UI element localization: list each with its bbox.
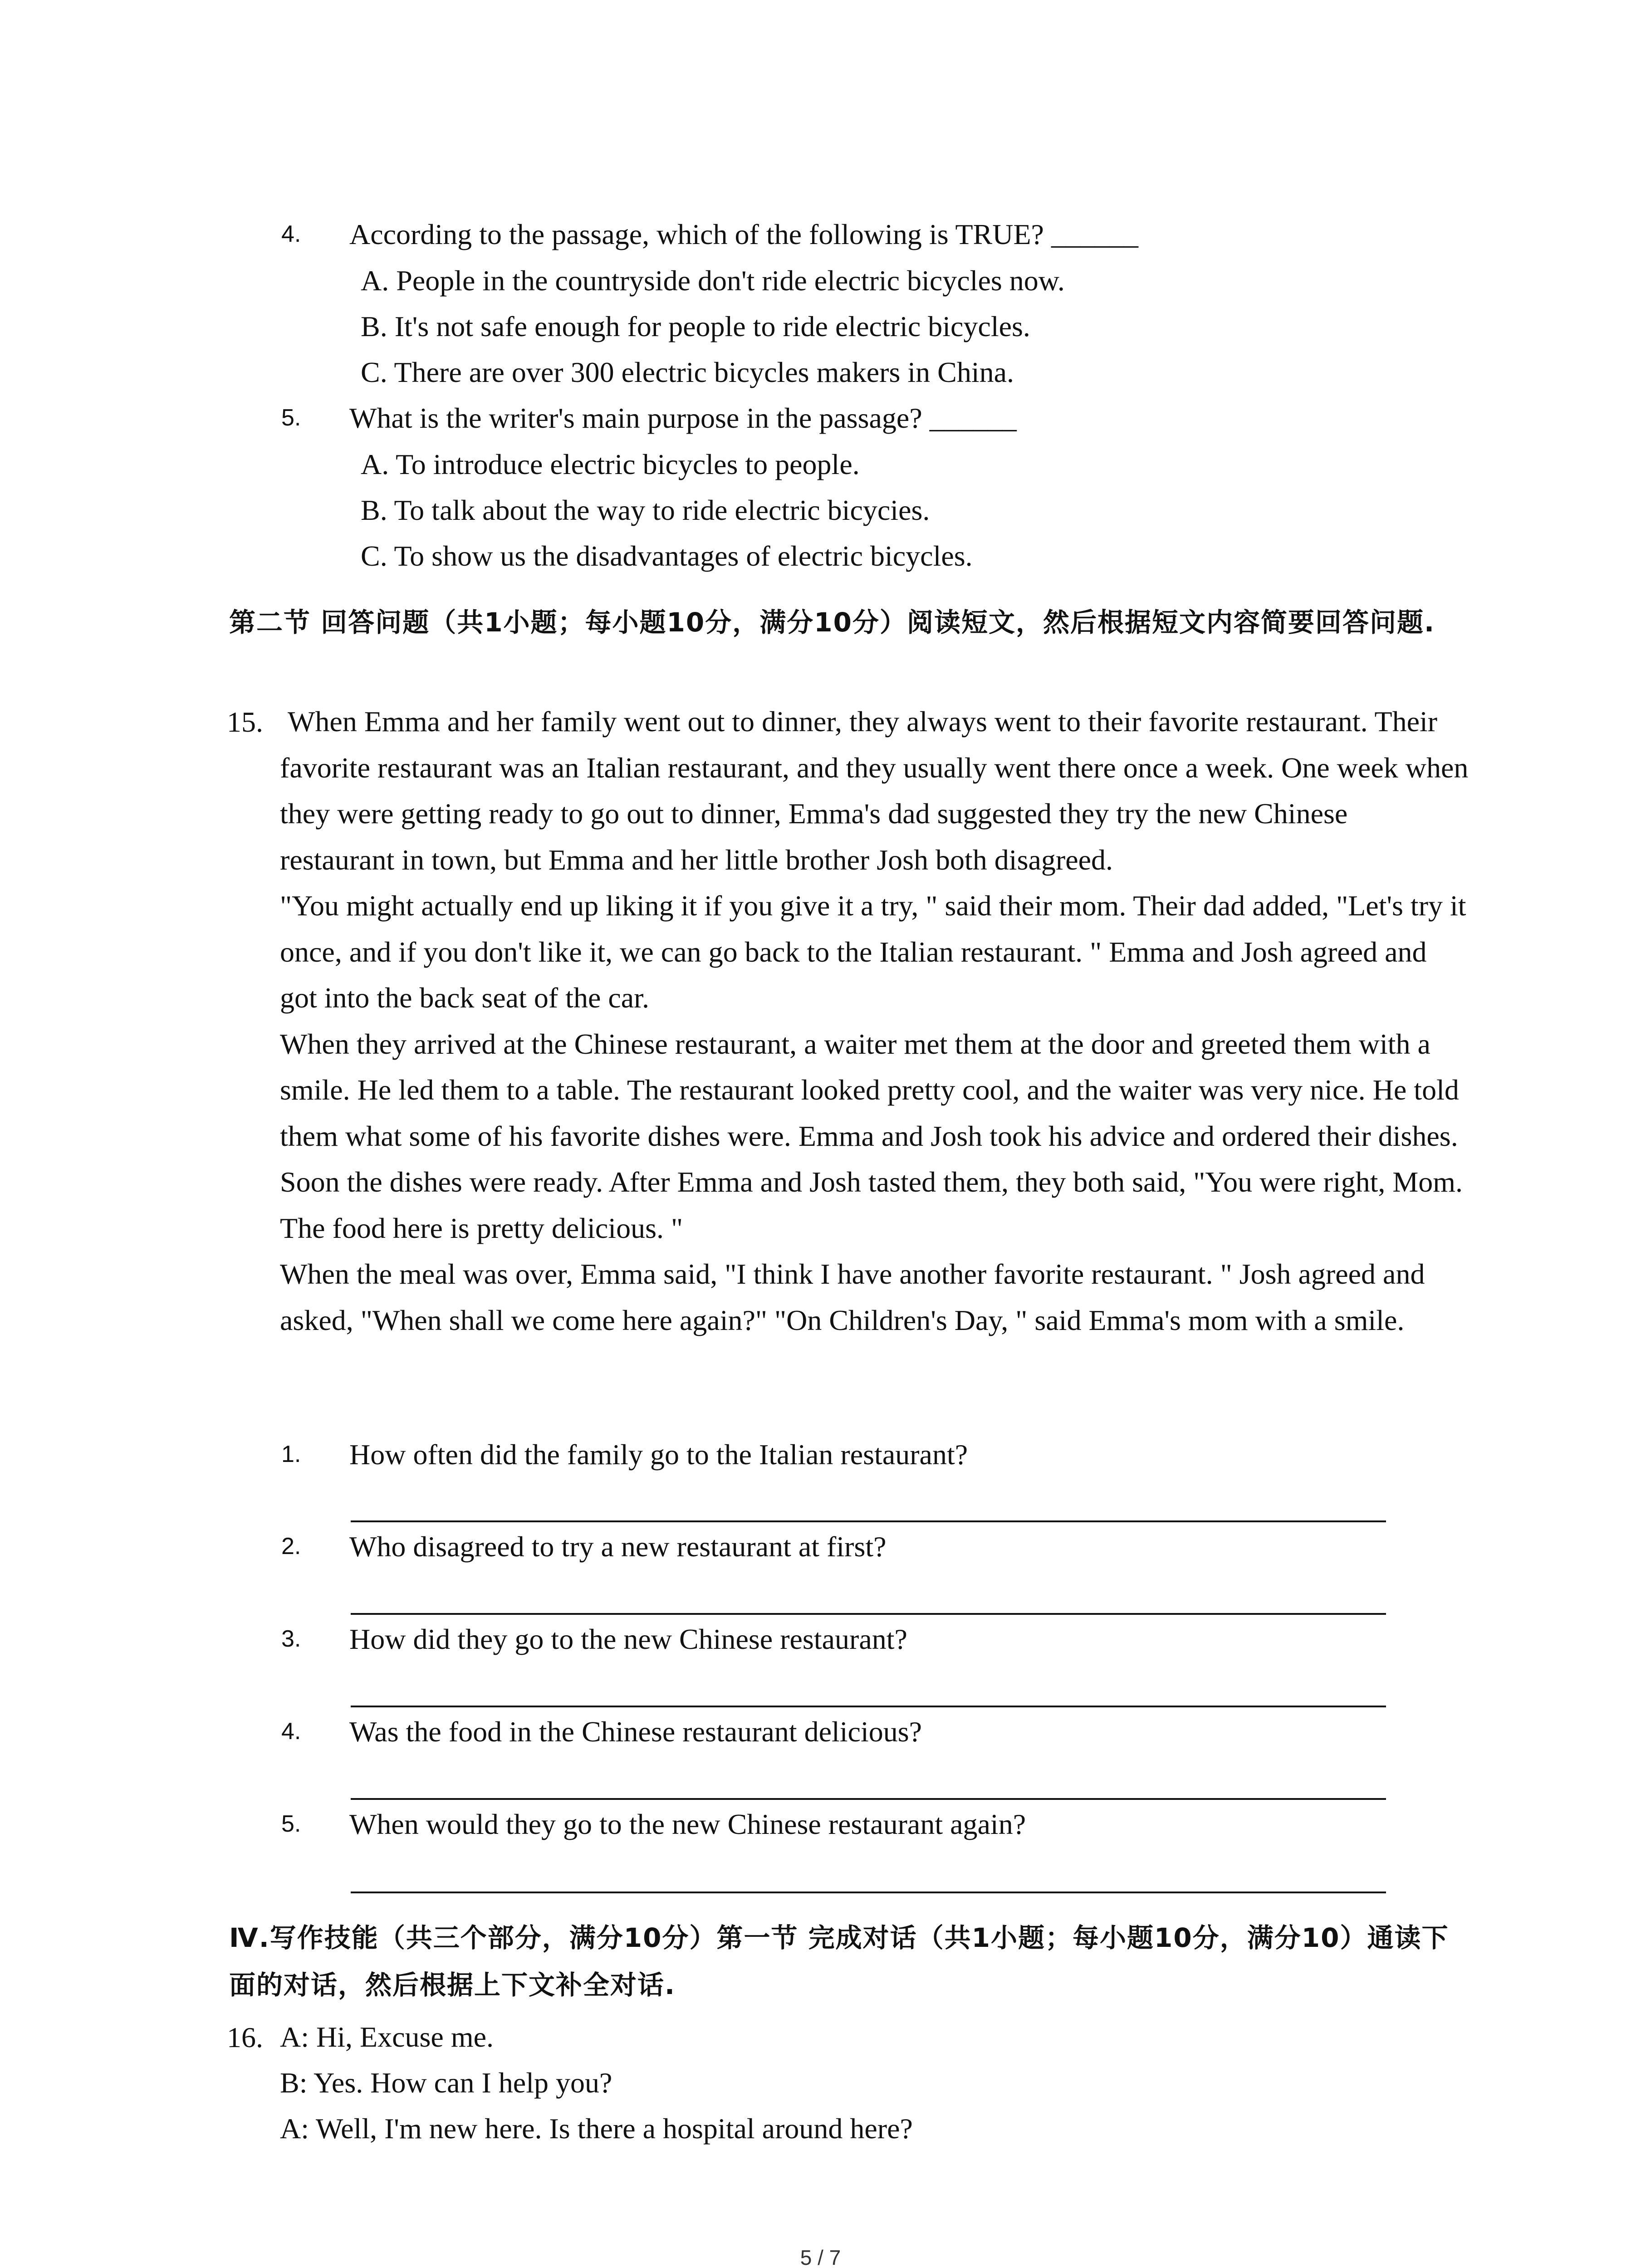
answer-line[interactable] (351, 1613, 1386, 1615)
section-heading: Ⅳ.写作技能（共三个部分，满分10分）第一节 完成对话（共1小题；每小题10分，满分10）通读下面的对话，然后根据上下文补全对话. (229, 1922, 1449, 2000)
option-b: B. It's not safe enough for people to ride electric bicycles. (361, 310, 1030, 342)
question-number: 15. (227, 706, 263, 738)
reading-passage (280, 699, 1469, 1343)
question-number: 4. (281, 221, 301, 247)
question-number: 1. (281, 1441, 301, 1467)
question-number: 16. (227, 2021, 263, 2053)
answer-line[interactable] (351, 1706, 1386, 1707)
question-text: What is the writer's main purpose in the passage? ______ (349, 402, 1017, 434)
passage-paragraph: When the meal was over, Emma said, "I think I have another favorite restaurant. " Josh agreed and asked, "When shall we come here again?" "On Children's Day, " said Emma's mom with a smile. (280, 1258, 1425, 1336)
option-c: C. There are over 300 electric bicycles makers in China. (361, 356, 1014, 388)
page-number: 5 / 7 (800, 2246, 841, 2268)
question-number: 3. (281, 1626, 301, 1652)
answer-line[interactable] (351, 1892, 1386, 1893)
passage-paragraph: When they arrived at the Chinese restaurant, a waiter met them at the door and greeted them with a smile. He led them to a table. The restaurant looked pretty cool, and the waiter was very nice. He told them what some of his favorite dishes were. Emma and Josh took his advice and ordered their dishes. Soon the dishes were ready. After Emma and Josh tasted them, they both said, "You were right, Mom. The food here is pretty delicious. " (280, 1027, 1463, 1244)
question-number: 4. (281, 1718, 301, 1745)
question-text: How often did the family go to the Italian restaurant? (349, 1438, 968, 1471)
option-c: C. To show us the disadvantages of electric bicycles. (361, 540, 973, 572)
question-text: Was the food in the Chinese restaurant delicious? (349, 1716, 922, 1748)
passage-paragraph: "You might actually end up liking it if you give it a try, " said their mom. Their dad added, "Let's try it once, and if you don't like it, we can go back to the Italian restaurant. " Emma and Josh agreed and got into the back seat of the car. (280, 890, 1466, 1014)
question-number: 5. (281, 405, 301, 431)
option-b: B. To talk about the way to ride electric bicycies. (361, 494, 930, 526)
dialog-line: B: Yes. How can I help you? (280, 2067, 612, 2099)
question-text: Who disagreed to try a new restaurant at first? (349, 1530, 887, 1563)
dialog-line: A: Hi, Excuse me. (280, 2021, 494, 2053)
section-heading: 第二节 回答问题（共1小题；每小题10分，满分10分）阅读短文，然后根据短文内容简要回答问题. (229, 607, 1435, 638)
question-text: When would they go to the new Chinese restaurant again? (349, 1808, 1026, 1840)
dialog (280, 2014, 913, 2151)
question-number: 2. (281, 1533, 301, 1559)
answer-line[interactable] (351, 1520, 1386, 1522)
option-a: A. People in the countryside don't ride electric bicycles now. (361, 264, 1065, 297)
question-number: 5. (281, 1811, 301, 1837)
dialog-line: A: Well, I'm new here. Is there a hospital around here? (280, 2112, 913, 2145)
passage-paragraph: When Emma and her family went out to dinner, they always went to their favorite restaurant. Their favorite restaurant was an Italian restaurant, and they usually went there once a week. One week when they were getting ready to go out to dinner, Emma's dad suggested they try the new Chinese restaurant in town, but Emma and her little brother Josh both disagreed. (280, 705, 1469, 876)
question-text: How did they go to the new Chinese restaurant? (349, 1623, 907, 1655)
answer-line[interactable] (351, 1798, 1386, 1800)
option-a: A. To introduce electric bicycles to people. (361, 448, 860, 480)
question-text: According to the passage, which of the following is TRUE? ______ (349, 218, 1138, 250)
